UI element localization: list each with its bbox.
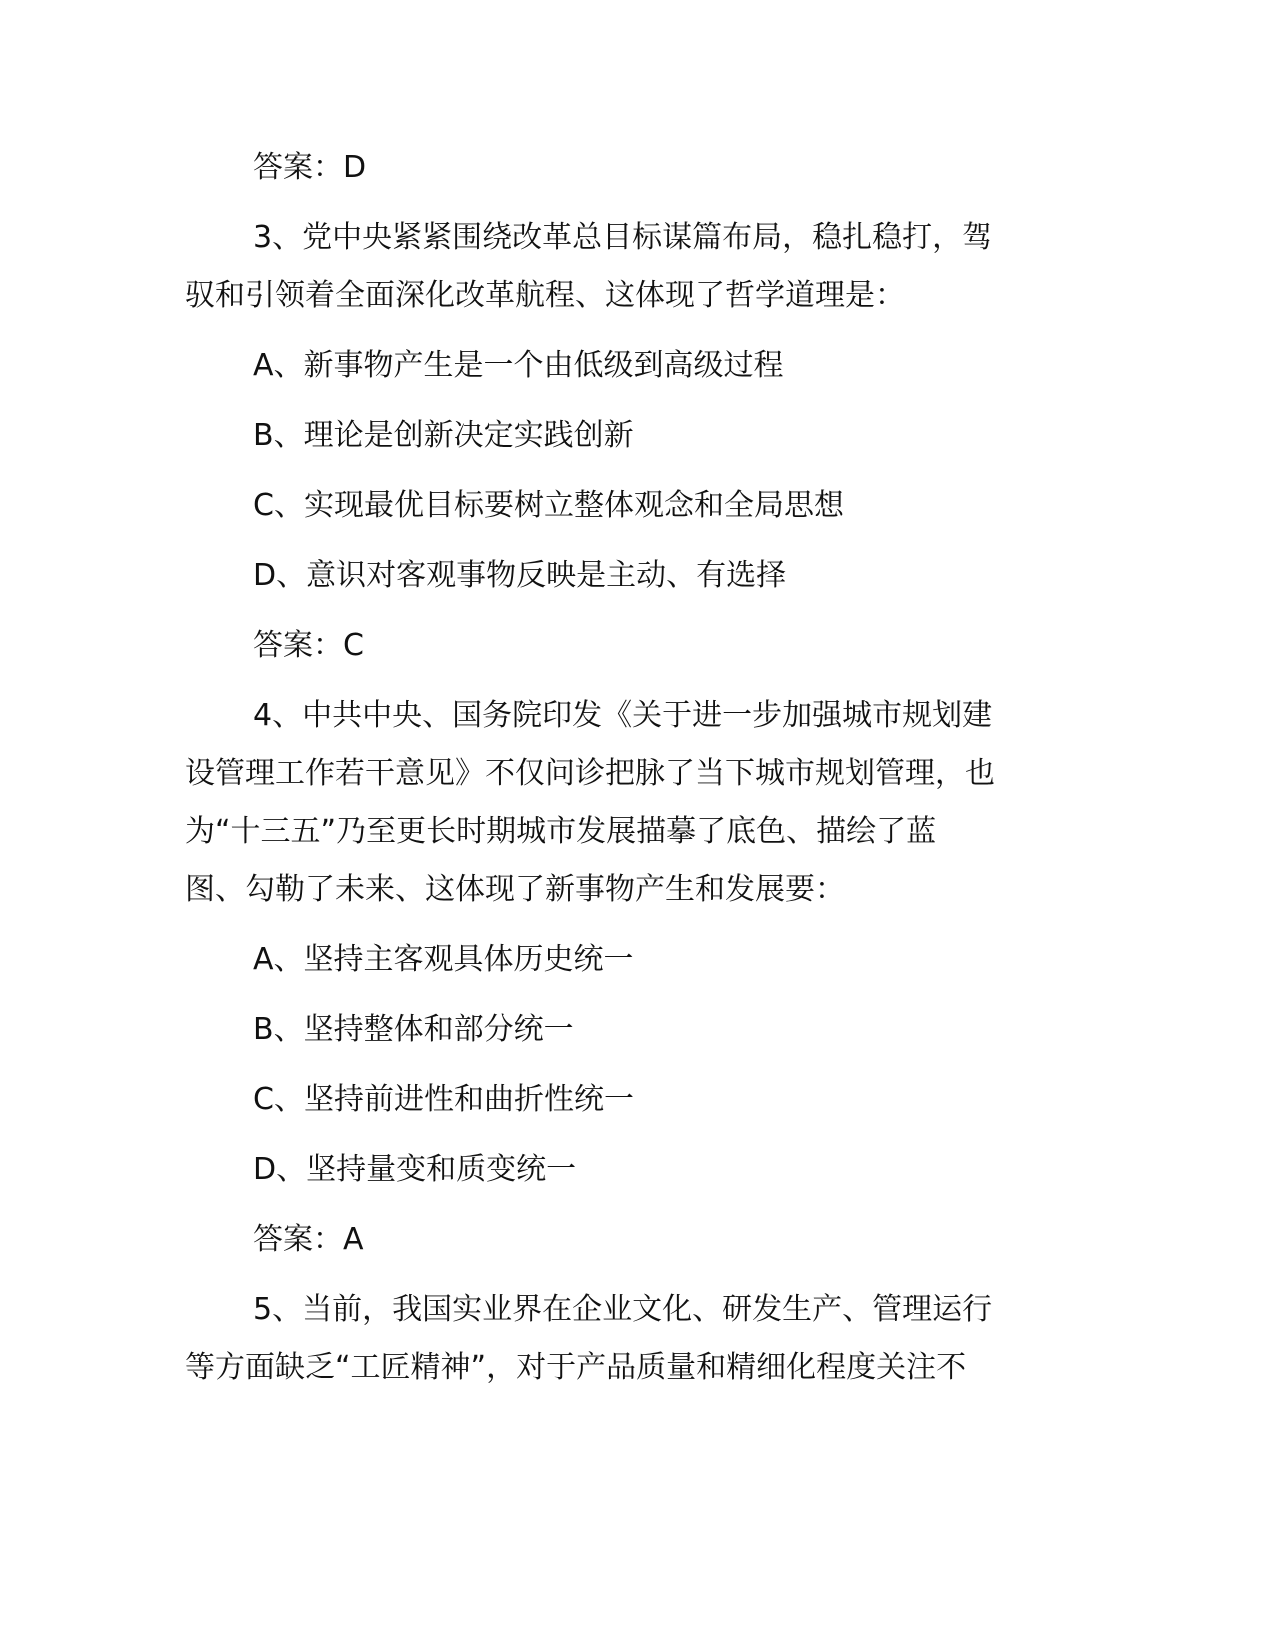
q4-stem-line-1: 4、中共中央、国务院印发《关于进一步加强城市规划建	[253, 698, 993, 733]
answer-q4: 答案：A	[253, 1222, 364, 1257]
q3-stem-line-1: 3、党中央紧紧围绕改革总目标谋篇布局，稳扎稳打，驾	[253, 220, 993, 255]
q4-stem-line-3: 为“十三五”乃至更长时期城市发展描摹了底色、描绘了蓝	[185, 814, 937, 849]
q4-stem-line-4: 图、勾勒了未来、这体现了新事物产生和发展要：	[185, 872, 845, 907]
q4-option-a: A、坚持主客观具体历史统一	[253, 942, 634, 977]
q3-option-d: D、意识对客观事物反映是主动、有选择	[253, 558, 787, 593]
answer-q2: 答案：D	[253, 150, 367, 185]
q3-option-b: B、理论是创新决定实践创新	[253, 418, 634, 453]
question-3	[185, 220, 1085, 664]
q3-stem-line-2: 驭和引领着全面深化改革航程、这体现了哲学道理是：	[185, 278, 905, 313]
q3-option-a: A、新事物产生是一个由低级到高级过程	[253, 348, 784, 383]
q4-stem-line-2: 设管理工作若干意见》不仅问诊把脉了当下城市规划管理，也	[185, 756, 995, 791]
q4-option-b: B、坚持整体和部分统一	[253, 1012, 574, 1047]
q4-option-d: D、坚持量变和质变统一	[253, 1152, 577, 1187]
question-4	[185, 698, 1085, 1258]
question-5	[185, 1292, 1085, 1386]
q4-option-c: C、坚持前进性和曲折性统一	[253, 1082, 634, 1117]
document-body	[185, 150, 1085, 1386]
q5-stem-line-1: 5、当前，我国实业界在企业文化、研发生产、管理运行	[253, 1292, 993, 1327]
q3-option-c: C、实现最优目标要树立整体观念和全局思想	[253, 488, 844, 523]
answer-q3: 答案：C	[253, 628, 364, 663]
q5-stem-line-2: 等方面缺乏“工匠精神”，对于产品质量和精细化程度关注不	[185, 1350, 967, 1385]
